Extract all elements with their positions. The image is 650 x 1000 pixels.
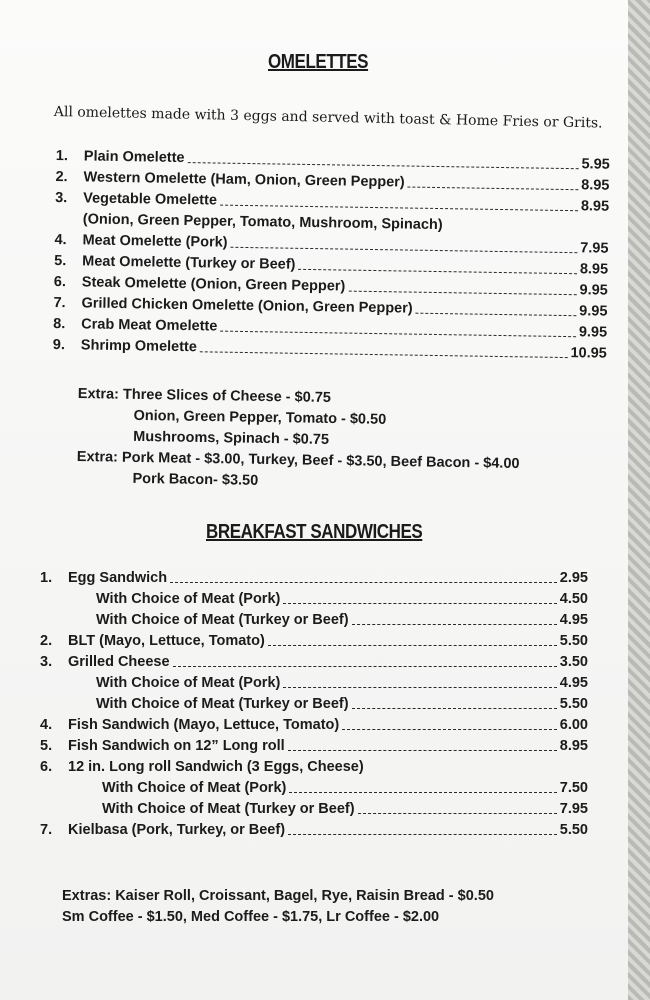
omelettes-list bbox=[53, 146, 610, 365]
item-name: Shrimp Omelette bbox=[80, 337, 198, 356]
sandwiches-list bbox=[40, 568, 588, 841]
dot-leader bbox=[408, 185, 579, 190]
extras-line: Onion, Green Pepper, Tomato - $0.50 bbox=[133, 407, 387, 428]
item-name: Egg Sandwich bbox=[68, 570, 168, 586]
item-name: Vegetable Omelette bbox=[83, 190, 218, 209]
item-name: Steak Omelette (Onion, Green Pepper) bbox=[81, 274, 346, 295]
item-number: 1. bbox=[55, 147, 69, 165]
item-price: 3.50 bbox=[559, 654, 588, 670]
item-price: 9.95 bbox=[579, 282, 608, 299]
dot-leader bbox=[352, 707, 557, 709]
extras-label: Extra: bbox=[77, 385, 120, 403]
item-number: 4. bbox=[54, 231, 67, 249]
item-number: 7. bbox=[53, 294, 66, 312]
item-price: 5.50 bbox=[559, 822, 588, 838]
dot-leader bbox=[220, 329, 576, 337]
item-name: Meat Omelette (Turkey or Beef) bbox=[82, 253, 296, 273]
item-name: With Choice of Meat (Pork) bbox=[96, 591, 281, 607]
sandwich-extras bbox=[62, 886, 582, 928]
item-name: With Choice of Meat (Turkey or Beef) bbox=[102, 801, 355, 817]
menu-item bbox=[40, 820, 588, 841]
dot-leader bbox=[416, 311, 577, 316]
item-price: 8.95 bbox=[579, 261, 609, 278]
item-number: 5. bbox=[54, 252, 67, 270]
dot-leader bbox=[352, 623, 557, 625]
menu-item bbox=[40, 715, 588, 736]
item-name: With Choice of Meat (Turkey or Beef) bbox=[96, 612, 349, 628]
item-number: 2. bbox=[55, 168, 68, 186]
dot-leader bbox=[288, 749, 557, 751]
extras-line: Mushrooms, Spinach - $0.75 bbox=[133, 428, 330, 448]
menu-item bbox=[40, 631, 588, 652]
item-name: 12 in. Long roll Sandwich (3 Eggs, Cheese) bbox=[68, 759, 364, 775]
item-number: 1. bbox=[40, 570, 53, 586]
item-price: 7.95 bbox=[559, 801, 588, 817]
omelette-extras bbox=[76, 384, 578, 497]
item-name: Kielbasa (Pork, Turkey, or Beef) bbox=[68, 822, 286, 838]
item-price: 4.95 bbox=[559, 675, 588, 691]
menu-item-variant bbox=[40, 589, 588, 610]
item-name: With Choice of Meat (Pork) bbox=[96, 675, 281, 691]
background-fabric bbox=[628, 0, 650, 1000]
item-name: (Onion, Green Pepper, Tomato, Mushroom, Spinach) bbox=[82, 211, 443, 234]
item-number: 8. bbox=[53, 315, 66, 333]
item-name: Plain Omelette bbox=[83, 148, 185, 167]
item-name: Fish Sandwich on 12” Long roll bbox=[68, 738, 285, 754]
extras-line: Extras: Kaiser Roll, Croissant, Bagel, Rye, Raisin Bread - $0.50 bbox=[62, 888, 494, 904]
item-number: 2. bbox=[40, 633, 53, 649]
dot-leader bbox=[288, 833, 557, 835]
item-number: 5. bbox=[40, 738, 53, 754]
dot-leader bbox=[289, 791, 556, 793]
dot-leader bbox=[187, 161, 578, 169]
menu-item bbox=[40, 736, 588, 757]
dot-leader bbox=[298, 267, 576, 273]
item-name: Meat Omelette (Pork) bbox=[82, 232, 228, 251]
item-price: 8.95 bbox=[581, 177, 610, 194]
dot-leader bbox=[342, 728, 557, 730]
menu-item-variant bbox=[40, 610, 588, 631]
omelettes-title: OMELETTES bbox=[268, 51, 369, 73]
dot-leader bbox=[173, 665, 557, 667]
item-price: 9.95 bbox=[578, 324, 608, 341]
item-number: 3. bbox=[40, 654, 53, 670]
item-price: 9.95 bbox=[579, 303, 608, 320]
item-price: 10.95 bbox=[570, 345, 607, 362]
item-price: 6.00 bbox=[559, 717, 588, 733]
item-price: 4.95 bbox=[559, 612, 588, 628]
item-number: 7. bbox=[40, 822, 53, 838]
item-name: With Choice of Meat (Pork) bbox=[102, 780, 287, 796]
extras-text: Pork Meat - $3.00, Turkey, Beef - $3.50, Beef Bacon - $4.00 bbox=[121, 449, 520, 472]
menu-item-variant bbox=[40, 673, 588, 694]
item-name: BLT (Mayo, Lettuce, Tomato) bbox=[68, 633, 265, 649]
item-price: 8.95 bbox=[580, 198, 610, 215]
item-number: 9. bbox=[52, 336, 66, 354]
item-price: 8.95 bbox=[559, 738, 588, 754]
item-price: 7.50 bbox=[559, 780, 588, 796]
item-name: Grilled Cheese bbox=[68, 654, 170, 670]
dot-leader bbox=[230, 245, 577, 252]
menu-item bbox=[40, 568, 588, 589]
item-name: Grilled Chicken Omelette (Onion, Green Pepper) bbox=[81, 295, 413, 317]
extras-line: Pork Bacon- $3.50 bbox=[132, 470, 259, 489]
item-price: 5.95 bbox=[581, 156, 610, 173]
item-price: 2.95 bbox=[559, 570, 588, 586]
menu-item bbox=[40, 652, 588, 673]
item-price: 7.95 bbox=[580, 240, 609, 257]
item-number: 6. bbox=[40, 759, 53, 775]
menu-item-variant bbox=[40, 694, 588, 715]
extras-line: Sm Coffee - $1.50, Med Coffee - $1.75, Lr Coffee - $2.00 bbox=[62, 909, 440, 925]
dot-leader bbox=[358, 812, 557, 814]
item-number: 4. bbox=[40, 717, 53, 733]
dot-leader bbox=[283, 602, 556, 604]
dot-leader bbox=[220, 203, 578, 211]
breakfast-sandwiches-title: BREAKFAST SANDWICHES bbox=[206, 521, 423, 543]
omelettes-intro: All omelettes made with 3 eggs and served with toast & Home Fries or Grits. bbox=[53, 104, 603, 132]
dot-leader bbox=[170, 581, 557, 583]
menu-item bbox=[40, 757, 588, 778]
dot-leader bbox=[348, 289, 576, 295]
item-price: 4.50 bbox=[559, 591, 588, 607]
menu-item-variant bbox=[40, 778, 588, 799]
item-name: Fish Sandwich (Mayo, Lettuce, Tomato) bbox=[68, 717, 340, 733]
item-price: 5.50 bbox=[559, 633, 588, 649]
item-name: With Choice of Meat (Turkey or Beef) bbox=[96, 696, 349, 712]
dot-leader bbox=[268, 644, 557, 646]
menu-item-variant bbox=[40, 799, 588, 820]
item-number: 3. bbox=[55, 189, 68, 207]
item-name: Crab Meat Omelette bbox=[81, 316, 218, 335]
item-name: Western Omelette (Ham, Onion, Green Pepper) bbox=[83, 169, 405, 191]
item-price: 5.50 bbox=[559, 696, 588, 712]
dot-leader bbox=[283, 686, 556, 688]
item-number: 6. bbox=[53, 273, 67, 291]
extras-text: Three Slices of Cheese - $0.75 bbox=[122, 386, 332, 406]
extras-label: Extra: bbox=[76, 448, 119, 466]
dot-leader bbox=[200, 350, 568, 358]
